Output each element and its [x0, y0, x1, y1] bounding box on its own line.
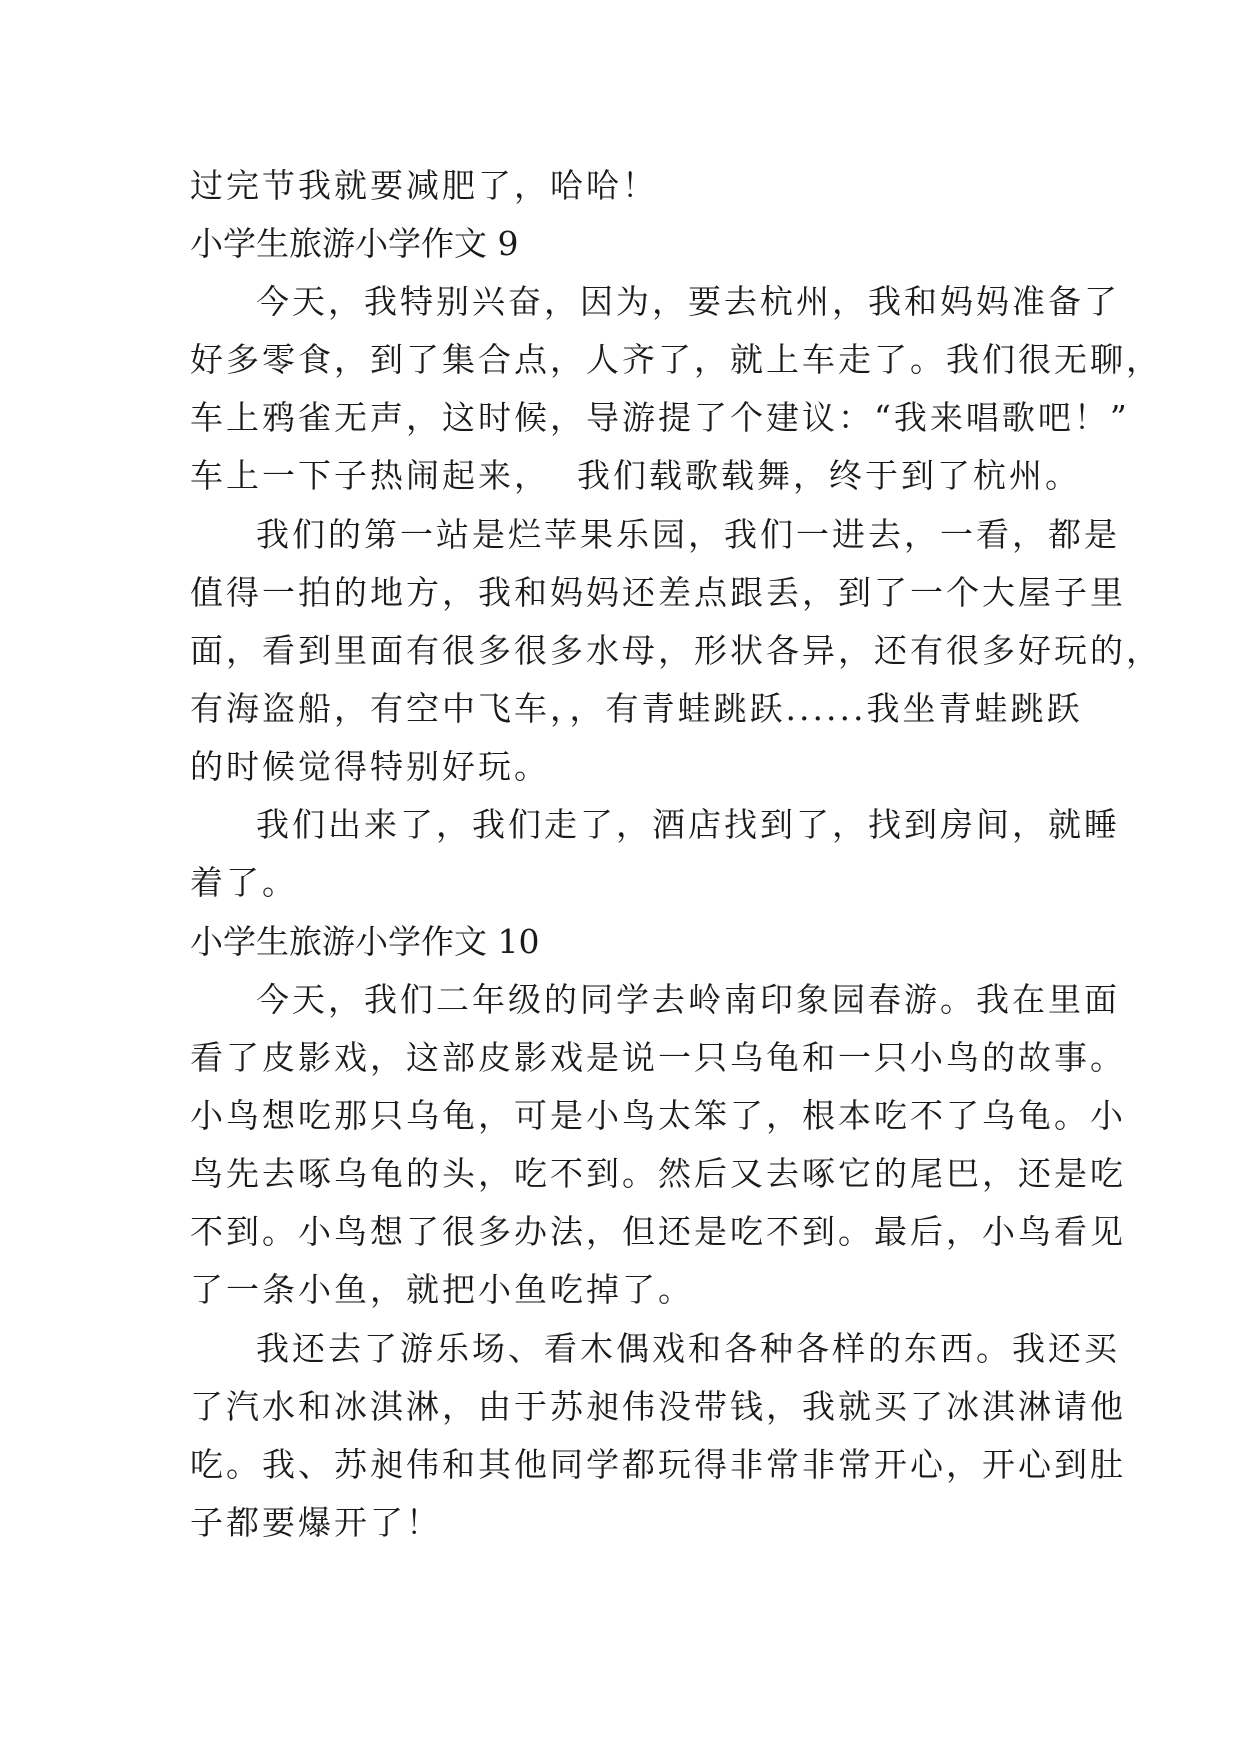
text-line: 有海盗船，有空中飞车，，有青蛙跳跃......我坐青蛙跳跃: [190, 689, 1083, 728]
text-line: 今天，我们二年级的同学去岭南印象园春游。我在里面: [256, 980, 1120, 1019]
text-line: 好多零食，到了集合点，人齐了，就上车走了。我们很无聊，: [190, 340, 1162, 379]
text-line: 我还去了游乐场、看木偶戏和各种各样的东西。我还买: [256, 1329, 1120, 1368]
text-line: 面，看到里面有很多很多水母，形状各异，还有很多好玩的，: [190, 631, 1162, 670]
essay-heading: 小学生旅游小学作文 10: [190, 922, 540, 961]
text-line: 的时候觉得特别好玩。: [190, 747, 550, 786]
text-line: 小鸟想吃那只乌龟，可是小鸟太笨了，根本吃不了乌龟。小: [190, 1096, 1126, 1135]
text-line: 了一条小鱼，就把小鱼吃掉了。: [190, 1270, 694, 1309]
text-line: 了汽水和冰淇淋，由于苏昶伟没带钱，我就买了冰淇淋请他: [190, 1387, 1126, 1426]
text-line: 车上一下子热闹起来， 我们载歌载舞，终于到了杭州。: [190, 456, 1081, 495]
text-line: 鸟先去啄乌龟的头，吃不到。然后又去啄它的尾巴，还是吃: [190, 1154, 1126, 1193]
text-line: 车上鸦雀无声，这时候，导游提了个建议：“我来唱歌吧！”: [190, 398, 1130, 437]
text-line: 过完节我就要减肥了，哈哈！: [190, 166, 658, 205]
text-line: 吃。我、苏昶伟和其他同学都玩得非常非常开心，开心到肚: [190, 1445, 1126, 1484]
text-line: 看了皮影戏，这部皮影戏是说一只乌龟和一只小鸟的故事。: [190, 1038, 1126, 1077]
essay-heading: 小学生旅游小学作文 9: [190, 224, 519, 263]
text-line: 子都要爆开了！: [190, 1503, 442, 1542]
text-line: 今天，我特别兴奋，因为，要去杭州，我和妈妈准备了: [256, 282, 1120, 321]
text-line: 着了。: [190, 863, 298, 902]
text-line: 不到。小鸟想了很多办法，但还是吃不到。最后，小鸟看见: [190, 1212, 1126, 1251]
text-line: 值得一拍的地方，我和妈妈还差点跟丢，到了一个大屋子里: [190, 573, 1126, 612]
text-line: 我们的第一站是烂苹果乐园，我们一进去，一看，都是: [256, 515, 1120, 554]
text-line: 我们出来了，我们走了，酒店找到了，找到房间，就睡: [256, 805, 1120, 844]
